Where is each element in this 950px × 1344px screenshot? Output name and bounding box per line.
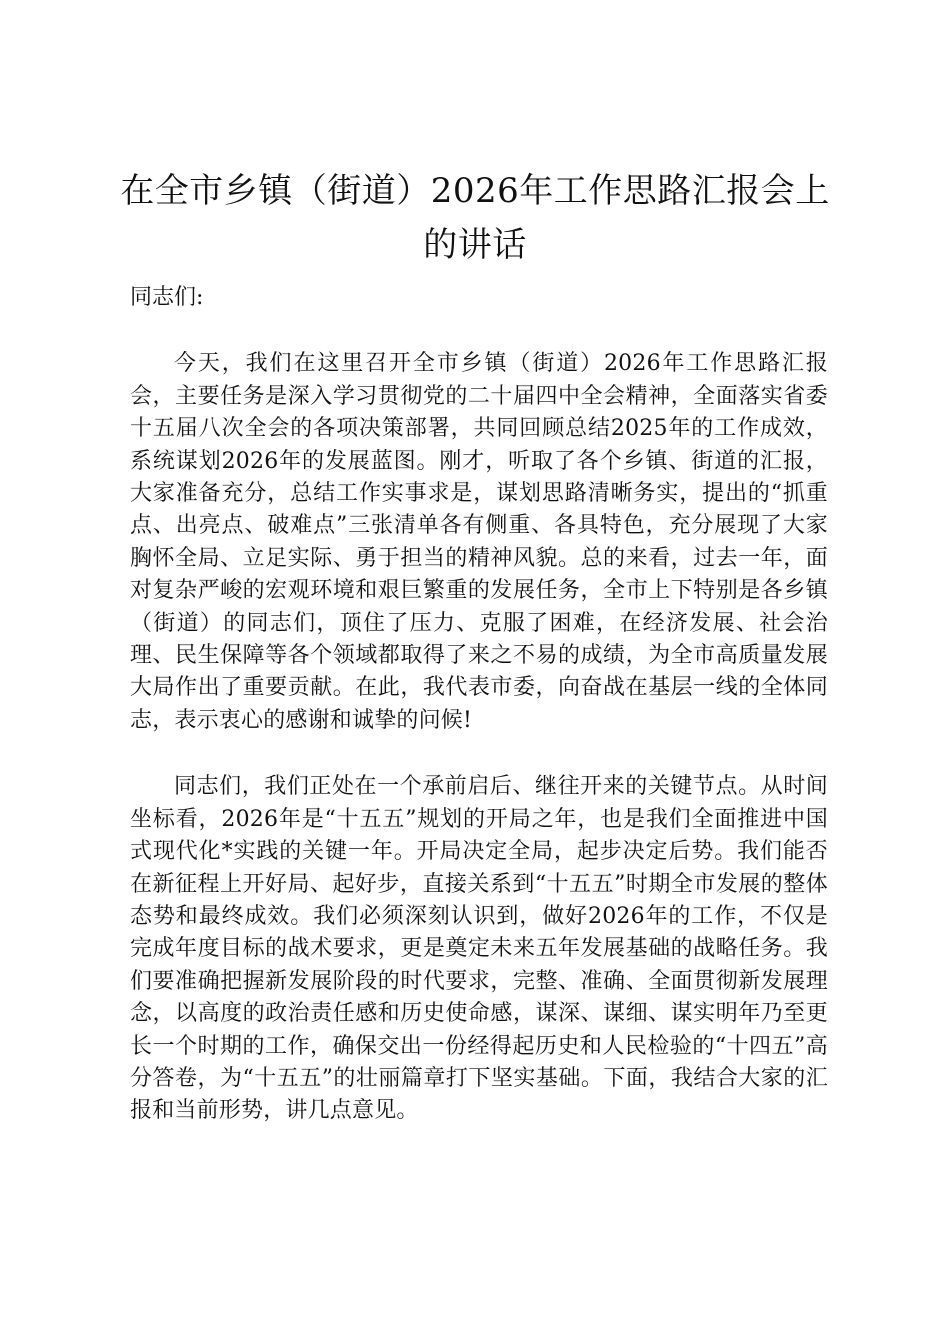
document-title: 在全市乡镇（街道）2026年工作思路汇报会上的讲话: [120, 171, 830, 265]
salutation: 同志们:: [130, 285, 204, 310]
document-body: [130, 282, 828, 1162]
paragraph-2: 同志们，我们正处在一个承前启后、继往开来的关键节点。从时间坐标看，2026年是“十五五”规划的开局之年，也是我们全面推进中国式现代化*实践的关键一年。开局决定全局，起步决定后势。我们能否在新征程上开好局、起好步，直接关系到“十五五”时期全市发展的整体态势和最终成效。我们必须深刻认识到，做好2026年的工作，不仅是完成年度目标的战术要求，更是奠定未来五年发展基础的战略任务。我们要准确把握新发展阶段的时代要求，完整、准确、全面贯彻新发展理念，以高度的政治责任感和历史使命感，谋深、谋细、谋实明年乃至更长一个时期的工作，确保交出一份经得起历史和人民检验的“十四五”高分答卷，为“十五五”的壮丽篇章打下坚实基础。下面，我结合大家的汇报和当前形势，讲几点意见。: [130, 774, 828, 1124]
paragraph-1: 今天，我们在这里召开全市乡镇（街道）2026年工作思路汇报会，主要任务是深入学习贯彻党的二十届四中全会精神，全面落实省委十五届八次全会的各项决策部署，共同回顾总结2025年的工作成效，系统谋划2026年的发展蓝图。刚才，听取了各个乡镇、街道的汇报，大家准备充分，总结工作实事求是，谋划思路清晰务实，提出的“抓重点、出亮点、破难点”三张清单各有侧重、各具特色，充分展现了大家胸怀全局、立足实际、勇于担当的精神风貌。总的来看，过去一年，面对复杂严峻的宏观环境和艰巨繁重的发展任务，全市上下特别是各乡镇（街道）的同志们，顶住了压力、克服了困难，在经济发展、社会治理、民生保障等各个领域都取得了来之不易的成绩，为全市高质量发展大局作出了重要贡献。在此，我代表市委，向奋战在基层一线的全体同志，表示衷心的感谢和诚挚的问候!: [130, 351, 828, 733]
